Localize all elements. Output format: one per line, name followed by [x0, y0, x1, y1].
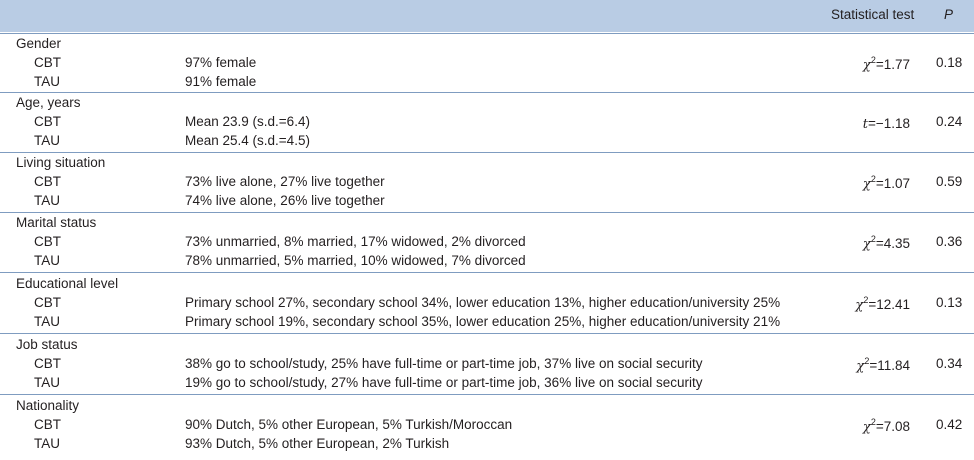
- p-value: 0.36: [936, 234, 963, 249]
- section-educational-level: [0, 274, 974, 334]
- test-symbol: t: [862, 117, 868, 132]
- category-label: Age, years: [16, 95, 81, 110]
- test-symbol: χ: [862, 420, 871, 435]
- section-gender: [0, 33, 974, 93]
- section-age: [0, 93, 974, 153]
- p-value: 0.34: [936, 356, 963, 371]
- statistical-test-value: [863, 114, 910, 132]
- test-statistic: =12.41: [868, 297, 910, 312]
- cbt-value: 90% Dutch, 5% other European, 5% Turkish/Moroccan: [185, 417, 513, 432]
- category-label: Job status: [16, 337, 78, 352]
- header-statistical-test: Statistical test: [831, 7, 915, 22]
- group-label-cbt: CBT: [34, 356, 61, 371]
- group-label-cbt: CBT: [34, 174, 61, 189]
- group-label-cbt: CBT: [34, 114, 61, 129]
- test-statistic: =−1.18: [867, 116, 910, 131]
- p-value: 0.18: [936, 55, 963, 70]
- cbt-value: Mean 23.9 (s.d.=6.4): [185, 114, 310, 129]
- cbt-value: 73% unmarried, 8% married, 17% widowed, 2% divorced: [185, 234, 526, 249]
- group-label-tau: TAU: [34, 193, 60, 208]
- test-superscript: 2: [870, 174, 876, 184]
- p-value: 0.13: [936, 295, 963, 310]
- header-p-value: P: [944, 7, 954, 22]
- tau-value: 74% live alone, 26% live together: [185, 193, 385, 208]
- test-statistic: =11.84: [869, 358, 910, 373]
- category-label: Gender: [16, 36, 62, 51]
- statistical-test-value: [863, 174, 910, 192]
- statistical-test-value: [856, 356, 910, 374]
- statistical-test-value: [863, 55, 910, 73]
- test-symbol: χ: [855, 298, 864, 313]
- group-label-tau: TAU: [34, 253, 60, 268]
- tau-value: Primary school 19%, secondary school 35%, lower education 25%, higher education/university 21%: [185, 314, 781, 329]
- statistical-test-value: [863, 234, 910, 252]
- group-label-tau: TAU: [34, 314, 60, 329]
- category-label: Living situation: [16, 155, 106, 170]
- section-job-status: [0, 335, 974, 395]
- test-symbol: χ: [862, 58, 871, 73]
- test-statistic: =4.35: [875, 236, 910, 251]
- tau-value: 78% unmarried, 5% married, 10% widowed, 7% divorced: [185, 253, 526, 268]
- test-superscript: 2: [864, 356, 870, 366]
- test-statistic: =1.07: [875, 176, 910, 191]
- category-label: Marital status: [16, 215, 97, 230]
- cbt-value: Primary school 27%, secondary school 34%, lower education 13%, higher education/university 25%: [185, 295, 781, 310]
- table-header: [0, 0, 974, 32]
- section-living-situation: [0, 153, 974, 213]
- group-label-tau: TAU: [34, 133, 60, 148]
- statistical-test-value: [863, 417, 910, 435]
- group-label-cbt: CBT: [34, 417, 61, 432]
- cbt-value: 73% live alone, 27% live together: [185, 174, 385, 189]
- group-label-cbt: CBT: [34, 295, 61, 310]
- tau-value: 91% female: [185, 74, 257, 89]
- group-label-tau: TAU: [34, 375, 60, 390]
- p-value: 0.59: [936, 174, 963, 189]
- category-label: Nationality: [16, 398, 80, 413]
- statistical-test-value: [855, 295, 910, 313]
- test-statistic: =1.77: [875, 57, 910, 72]
- p-value: 0.24: [936, 114, 963, 129]
- section-nationality: [0, 396, 974, 460]
- tau-value: Mean 25.4 (s.d.=4.5): [185, 133, 310, 148]
- test-symbol: χ: [862, 177, 871, 192]
- test-superscript: 2: [870, 234, 876, 244]
- test-superscript: 2: [863, 295, 869, 305]
- group-label-cbt: CBT: [34, 55, 61, 70]
- test-symbol: χ: [862, 237, 871, 252]
- test-superscript: 2: [870, 55, 876, 65]
- tau-value: 19% go to school/study, 27% have full-time or part-time job, 36% live on social security: [185, 375, 703, 390]
- test-statistic: =7.08: [875, 419, 910, 434]
- group-label-tau: TAU: [34, 74, 60, 89]
- category-label: Educational level: [16, 276, 119, 291]
- group-label-cbt: CBT: [34, 234, 61, 249]
- tau-value: 93% Dutch, 5% other European, 2% Turkish: [185, 436, 450, 451]
- cbt-value: 97% female: [185, 55, 257, 70]
- cbt-value: 38% go to school/study, 25% have full-time or part-time job, 37% live on social security: [185, 356, 703, 371]
- test-superscript: 2: [870, 417, 876, 427]
- group-label-tau: TAU: [34, 436, 60, 451]
- p-value: 0.42: [936, 417, 963, 432]
- test-symbol: χ: [856, 359, 865, 374]
- section-marital-status: [0, 213, 974, 273]
